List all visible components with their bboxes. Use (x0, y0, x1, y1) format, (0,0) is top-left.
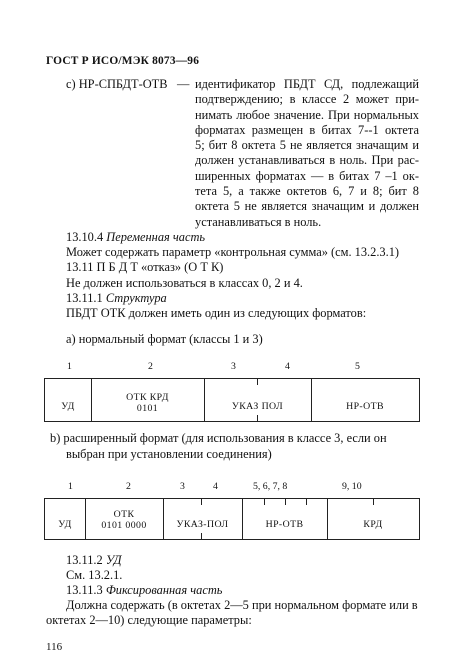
field-ud: УД (58, 519, 72, 530)
field-ud: УД (61, 401, 75, 412)
desc-line: тета 5, а также октетов 6, 7 и 8; бит 8 (195, 184, 419, 199)
octet-number: 2 (148, 361, 153, 372)
octet-number: 2 (126, 481, 131, 492)
desc-line: октета 5 не является значащим и должен (195, 199, 419, 214)
field-otk: ОТК (113, 509, 135, 520)
item-c-description (195, 77, 419, 230)
tick-mark (285, 499, 286, 505)
tick-mark (306, 499, 307, 505)
octet-number: 4 (213, 481, 218, 492)
paragraph-formats: ПБДТ ОТК должен иметь один из следующих форматов: (66, 306, 367, 320)
field-ukaz-pol: УКАЗ ПОЛ (231, 401, 284, 412)
paragraph-checksum: Может содержать параметр «контрольная сумма» (см. 13.2.3.1) (66, 245, 400, 259)
tick-mark (201, 533, 202, 539)
format-a-table (44, 378, 420, 422)
octet-number: 9, 10 (342, 481, 362, 492)
paragraph-classes: Не должен использоваться в классах 0, 2 и 4. (66, 276, 303, 290)
section-13-10-4 (66, 230, 205, 245)
section-title: Структура (105, 291, 167, 305)
desc-line: устанавливаться в ноль. (195, 214, 322, 229)
format-b-table (44, 498, 420, 540)
octet-number: 4 (285, 361, 290, 372)
desc-line: должен устанавливаться в ноль. При рас- (195, 153, 419, 168)
running-header: ГОСТ Р ИСО/МЭК 8073—96 (46, 55, 200, 67)
section-13-11-1 (66, 291, 167, 306)
octet-number: 3 (180, 481, 185, 492)
octet-number: 1 (68, 481, 73, 492)
field-code: 0101 0000 (101, 520, 147, 531)
section-title: Переменная часть (106, 230, 206, 244)
octet-number: 5, 6, 7, 8 (253, 481, 288, 492)
tick-mark (257, 379, 258, 385)
octet-number: 5 (355, 361, 360, 372)
format-a-caption: а) нормальный формат (классы 1 и 3) (66, 332, 263, 346)
desc-line: 5; бит 8 октета 5 не является значащим и (195, 138, 419, 153)
octet-number: 1 (67, 361, 72, 372)
field-otk-krd: ОТК КРД (126, 392, 169, 403)
paragraph-fixed-line1: Должна содержать (в октетах 2—5 при нормальном формате или в (66, 598, 418, 612)
field-nr-otv: НР-ОТВ (265, 519, 304, 530)
section-number: 13.11.1 (66, 291, 106, 305)
desc-line: форматах размещен в битах 7--1 октета (195, 122, 419, 137)
section-number: 13.11.2 (66, 553, 106, 567)
format-b-caption-line2: выбран при установлении соединения) (66, 447, 272, 461)
tick-mark (201, 499, 202, 505)
octet-number: 3 (231, 361, 236, 372)
field-nr-otv: НР-ОТВ (346, 401, 384, 412)
section-title: УД (105, 553, 122, 567)
format-b-caption-line1: b) расширенный формат (для использования в классе 3, если он (50, 431, 387, 445)
desc-line: ширенных форматах — в битах 7 –1 ок- (195, 168, 419, 183)
item-c-dash: — (177, 77, 190, 91)
field-code: 0101 (136, 403, 159, 414)
paragraph-see: См. 13.2.1. (66, 568, 123, 582)
tick-mark (264, 499, 265, 505)
section-13-11-title: 13.11 П Б Д Т «отказ» (О Т К) (66, 260, 224, 274)
field-krd: КРД (363, 519, 383, 530)
item-c-label: c) НР-СПБДТ-ОТВ (66, 77, 168, 91)
tick-mark (257, 415, 258, 421)
tick-mark (373, 499, 374, 505)
paragraph-fixed-line2: октетах 2—10) следующие параметры: (46, 613, 252, 627)
section-13-11-2 (66, 553, 122, 568)
section-number: 13.10.4 (66, 230, 107, 244)
section-13-11-3 (66, 583, 222, 598)
desc-line: подтверждению; в классе 2 может при- (195, 92, 419, 107)
field-ukaz-pol: УКАЗ-ПОЛ (176, 519, 229, 530)
section-title: Фиксированная часть (105, 583, 223, 597)
desc-line: нимать любое значение. При нормальных (195, 107, 419, 122)
desc-line: идентификатор ПБДТ СД, подлежащий (195, 77, 419, 91)
section-number: 13.11.3 (66, 583, 106, 597)
page-number: 116 (46, 641, 63, 653)
